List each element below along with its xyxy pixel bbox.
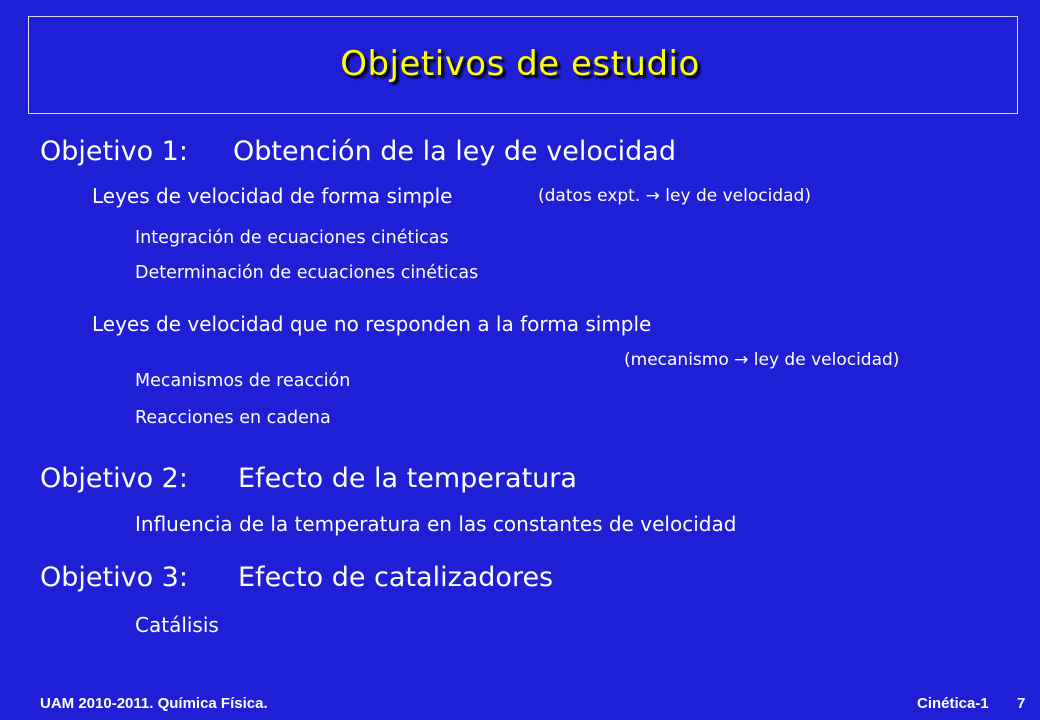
objective-1-sub1-note: (datos expt. → ley de velocidad) (538, 186, 811, 206)
objective-1-sub1-item-1: Integración de ecuaciones cinéticas (135, 228, 449, 248)
slide-title: Objetivos de estudio (340, 44, 700, 84)
objective-2-item: Influencia de la temperatura en las constantes de velocidad (135, 512, 737, 536)
objective-1-sub1-title: Leyes de velocidad de forma simple (92, 184, 453, 208)
footer-page-number: 7 (1017, 695, 1026, 712)
objective-2-label: Objetivo 2: (40, 463, 188, 494)
objective-1-sub2-item-2: Reacciones en cadena (135, 408, 331, 428)
objective-1-sub2-title: Leyes de velocidad que no responden a la forma simple (92, 312, 652, 336)
footer-course: UAM 2010-2011. Química Física. (40, 695, 268, 712)
objective-3-heading: Efecto de catalizadores (238, 562, 554, 593)
objective-1-sub2-item-1: Mecanismos de reacción (135, 371, 351, 391)
objective-3-label: Objetivo 3: (40, 562, 188, 593)
objective-1-label: Objetivo 1: (40, 136, 188, 167)
objective-1-heading: Obtención de la ley de velocidad (233, 136, 677, 167)
objective-3-item: Catálisis (135, 613, 219, 637)
objective-2-heading: Efecto de la temperatura (238, 463, 577, 494)
objective-1-sub1-item-2: Determinación de ecuaciones cinéticas (135, 263, 479, 283)
footer-section: Cinética-1 (917, 695, 989, 712)
objective-1-sub2-note: (mecanismo → ley de velocidad) (624, 350, 900, 370)
